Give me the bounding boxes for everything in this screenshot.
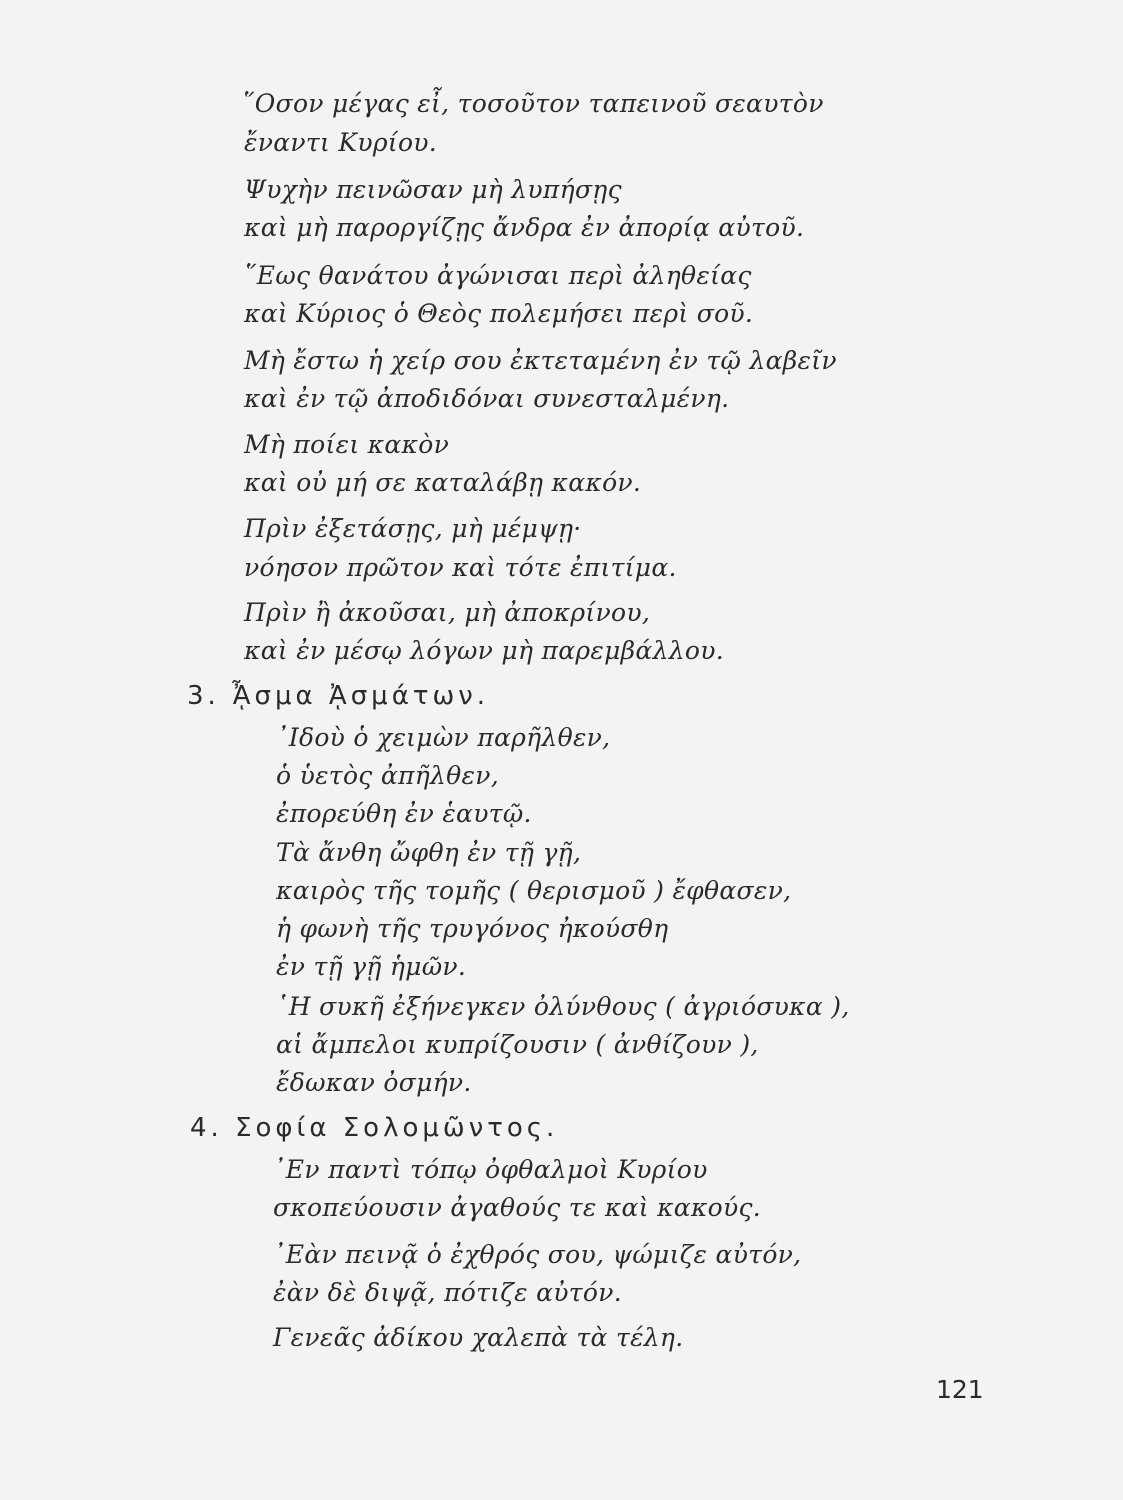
stanza5-line1: Μὴ ποίει κακὸν [244,430,450,459]
section4-line: σκοπεύουσιν ἀγαθούς τε καὶ κακούς. [273,1193,762,1222]
section4-line: ᾿Εὰν πεινᾷ ὁ ἐχθρός σου, ψώμιζε αὐτόν, [273,1240,802,1269]
section3-line: ῾Η συκῆ ἐξήνεγκεν ὀλύνθους ( ἀγριόσυκα ), [276,992,850,1021]
stanza7-line1: Πρὶν ἢ ἀκοῦσαι, μὴ ἀποκρίνου, [244,598,651,627]
section3-line: καιρὸς τῆς τομῆς ( θερισμοῦ ) ἔφθασεν, [276,876,792,905]
stanza1-line2: ἔναντι Κυρίου. [244,128,438,157]
stanza6-line1: Πρὶν ἐξετάσῃς, μὴ μέμψῃ· [244,514,582,543]
stanza3-line1: ῞Εως θανάτου ἀγώνισαι περὶ ἀληθείας [244,261,752,290]
section3-heading: 3. ᾎσμα ᾈσμάτων. [187,681,490,711]
stanza2-line2: καὶ μὴ παροργίζῃς ἄνδρα ἐν ἀπορίᾳ αὐτοῦ. [244,213,805,242]
section3-line: ἔδωκαν ὀσμήν. [276,1068,472,1097]
section4-heading: 4. Σοφία Σολομῶντος. [190,1113,559,1143]
stanza4-line1: Μὴ ἔστω ἡ χείρ σου ἐκτεταμένη ἐν τῷ λαβεῖν [244,346,837,375]
stanza1-line1: ῞Οσον μέγας εἶ, τοσοῦτον ταπεινοῦ σεαυτὸν [242,89,824,118]
section3-line: Τὰ ἄνθη ὤφθη ἐν τῇ γῇ, [276,838,582,867]
section3-line: ἡ φωνὴ τῆς τρυγόνος ἠκούσθη [276,914,669,943]
page-number: 121 [936,1375,984,1404]
section3-line: αἱ ἄμπελοι κυπρίζουσιν ( ἀνθίζουν ), [276,1030,759,1059]
section3-line: ἐπορεύθη ἐν ἑαυτῷ. [276,799,532,828]
section3-line: ἐν τῇ γῇ ἡμῶν. [276,952,467,981]
section3-line: ὁ ὑετὸς ἀπῆλθεν, [276,761,499,790]
section3-line: ᾿Ιδοὺ ὁ χειμὼν παρῆλθεν, [276,723,611,752]
stanza7-line2: καὶ ἐν μέσῳ λόγων μὴ παρεμβάλλου. [244,636,724,665]
stanza2-line1: Ψυχὴν πεινῶσαν μὴ λυπήσῃς [244,175,622,204]
section4-line: Γενεᾶς ἀδίκου χαλεπὰ τὰ τέλη. [273,1323,684,1352]
stanza6-line2: νόησον πρῶτον καὶ τότε ἐπιτίμα. [244,553,677,582]
stanza5-line2: καὶ οὐ μή σε καταλάβῃ κακόν. [244,468,642,497]
stanza4-line2: καὶ ἐν τῷ ἀποδιδόναι συνεσταλμένη. [244,384,730,413]
stanza3-line2: καὶ Κύριος ὁ Θεὸς πολεμήσει περὶ σοῦ. [244,299,754,328]
section4-line: ἐὰν δὲ διψᾷ, πότιζε αὐτόν. [273,1278,623,1307]
section4-line: ᾿Εν παντὶ τόπῳ ὀφθαλμοὶ Κυρίου [273,1155,708,1184]
